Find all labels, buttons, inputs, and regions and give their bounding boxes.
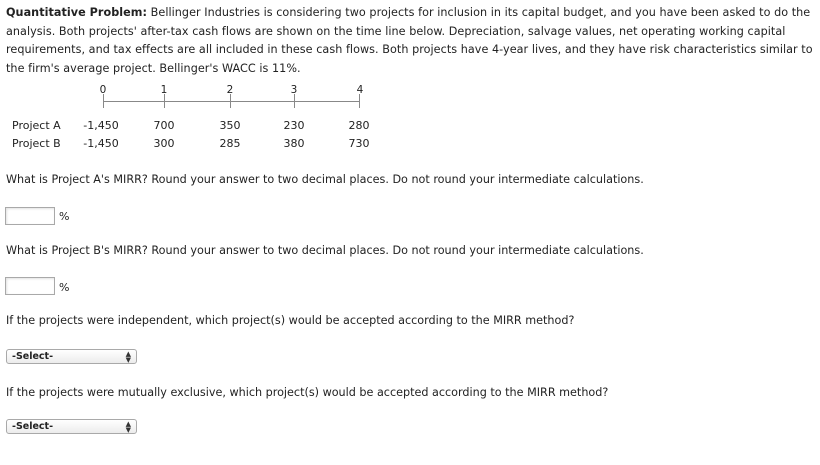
- cash-flow-value: 730: [348, 137, 370, 150]
- timeline-axis: [103, 101, 359, 102]
- percent-unit: %: [59, 210, 70, 223]
- updown-arrow-icon: ▲ ▼: [125, 350, 131, 364]
- row-label-project-b: Project B: [12, 137, 61, 150]
- cash-flow-value: 350: [219, 119, 241, 132]
- cash-flow-timeline: [0, 80, 420, 160]
- period-label: 0: [99, 84, 107, 96]
- timeline-tick: [359, 94, 360, 108]
- cash-flow-value: -1,450: [83, 137, 119, 150]
- problem-text: Bellinger Industries is considering two projects for inclusion in its capital budget, and you have been asked to do the analysis. Both projects' after-tax cash flows are shown on the time line below. Depreciation, salvage values, net operating working capital requirements, and tax effects are all included in these cash flows. Both projects have 4-year lives, and they have risk characteristics similar to the firm's average project. Bellinger's WACC is 11%.: [6, 6, 813, 75]
- independent-project-select[interactable]: [6, 349, 137, 364]
- period-label: 4: [356, 84, 364, 96]
- question-mirr-b: What is Project B's MIRR? Round your answer to two decimal places. Do not round your intermediate calculations.: [6, 244, 644, 257]
- problem-statement: [6, 4, 814, 78]
- cash-flow-value: 285: [219, 137, 241, 150]
- mutually-exclusive-project-select[interactable]: [6, 419, 137, 434]
- period-label: 1: [160, 84, 168, 96]
- row-label-project-a: Project A: [12, 119, 61, 132]
- cash-flow-value: 380: [283, 137, 305, 150]
- timeline-tick: [294, 94, 295, 108]
- cash-flow-value: 230: [283, 119, 305, 132]
- timeline-tick: [230, 94, 231, 108]
- timeline-tick: [164, 94, 165, 108]
- cash-flow-value: 700: [153, 119, 175, 132]
- question-mutually-exclusive: If the projects were mutually exclusive, which project(s) would be accepted according to the MIRR method?: [6, 386, 609, 399]
- cash-flow-value: 280: [348, 119, 370, 132]
- question-independent: If the projects were independent, which project(s) would be accepted according to the MIRR method?: [6, 314, 575, 327]
- select-value: -Select-: [12, 421, 54, 432]
- period-label: 3: [290, 84, 298, 96]
- mirr-b-input[interactable]: [5, 277, 55, 295]
- select-value: -Select-: [12, 351, 54, 362]
- percent-unit: %: [59, 281, 70, 294]
- question-mirr-a: What is Project A's MIRR? Round your answer to two decimal places. Do not round your intermediate calculations.: [6, 173, 644, 186]
- problem-heading: Quantitative Problem:: [6, 6, 148, 19]
- cash-flow-value: 300: [153, 137, 175, 150]
- timeline-tick: [103, 94, 104, 108]
- mirr-a-input[interactable]: [5, 207, 55, 225]
- cash-flow-value: -1,450: [83, 119, 119, 132]
- period-label: 2: [226, 84, 234, 96]
- updown-arrow-icon: ▲ ▼: [125, 420, 131, 434]
